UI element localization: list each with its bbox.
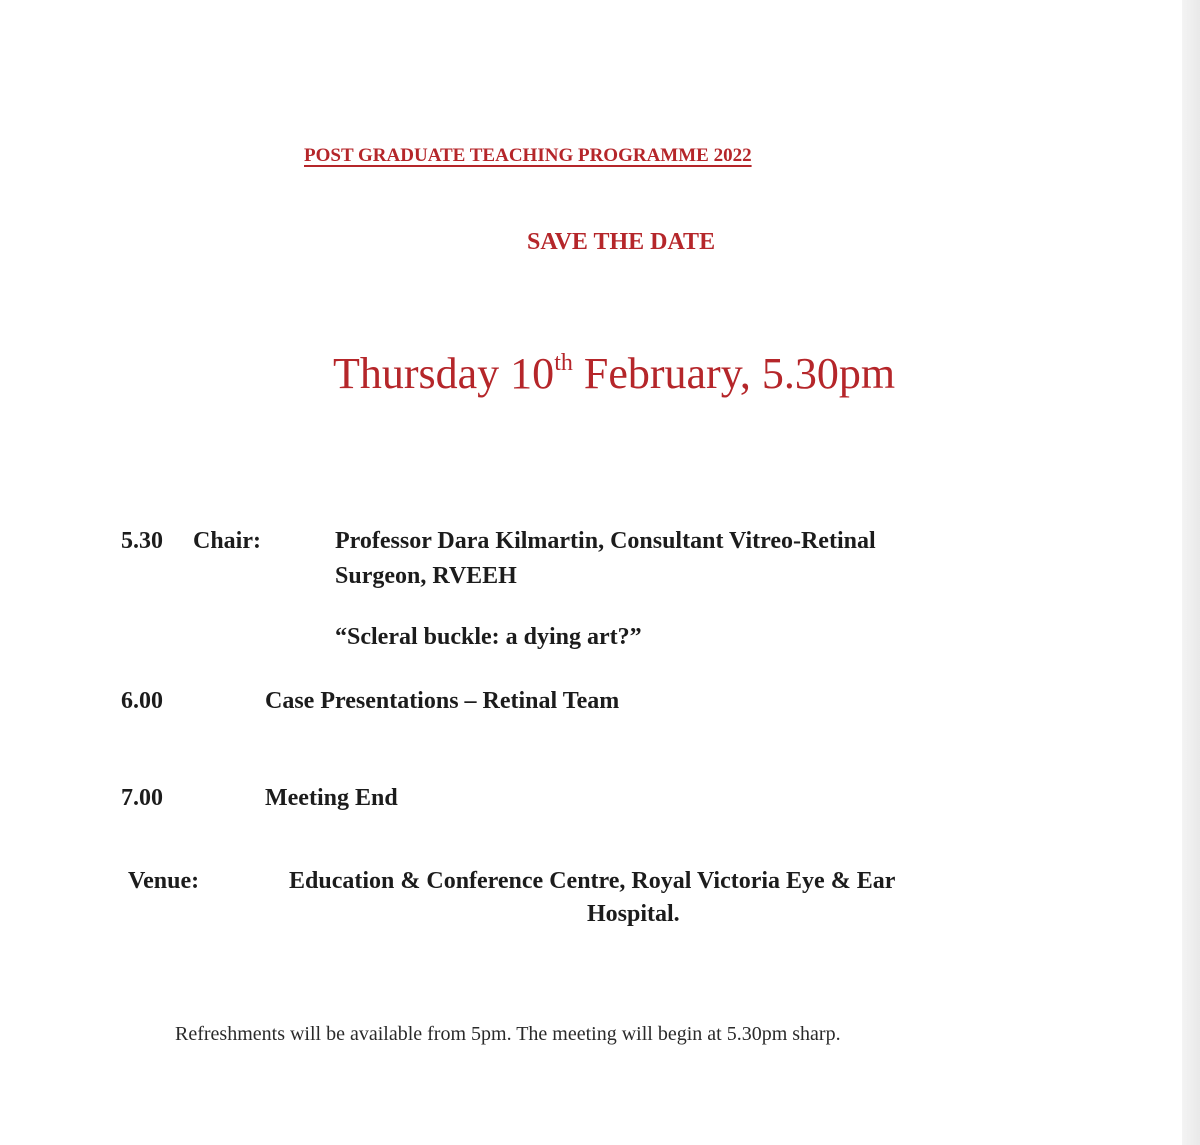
case-presentations-label: Case Presentations – Retinal Team [265,688,620,714]
chair-label: Chair: [193,528,261,554]
chair-name-line1: Professor Dara Kilmartin, Consultant Vitreo-Retinal [335,528,876,554]
venue-label: Venue: [128,868,200,894]
footer-note: Refreshments will be available from 5pm. The meeting will begin at 5.30pm sharp. [175,1023,841,1045]
event-date-rest: February, 5.30pm [572,349,896,398]
venue-line2: Hospital. [587,901,680,927]
case-presentations-time: 6.00 [121,688,163,714]
meeting-end-time: 7.00 [121,785,163,811]
talk-title: “Scleral buckle: a dying art?” [335,624,642,650]
event-day-suffix: th [554,350,573,376]
programme-title: POST GRADUATE TEACHING PROGRAMME 2022 [304,145,752,166]
page-edge [1182,0,1200,1145]
event-date [333,348,895,399]
venue-line1: Education & Conference Centre, Royal Victoria Eye & Ear [289,868,896,894]
meeting-end-label: Meeting End [265,785,398,811]
chair-name-line2: Surgeon, RVEEH [335,563,517,589]
event-day: Thursday 10 [333,349,555,398]
save-the-date-heading: SAVE THE DATE [527,229,716,255]
chair-time: 5.30 [121,528,163,554]
